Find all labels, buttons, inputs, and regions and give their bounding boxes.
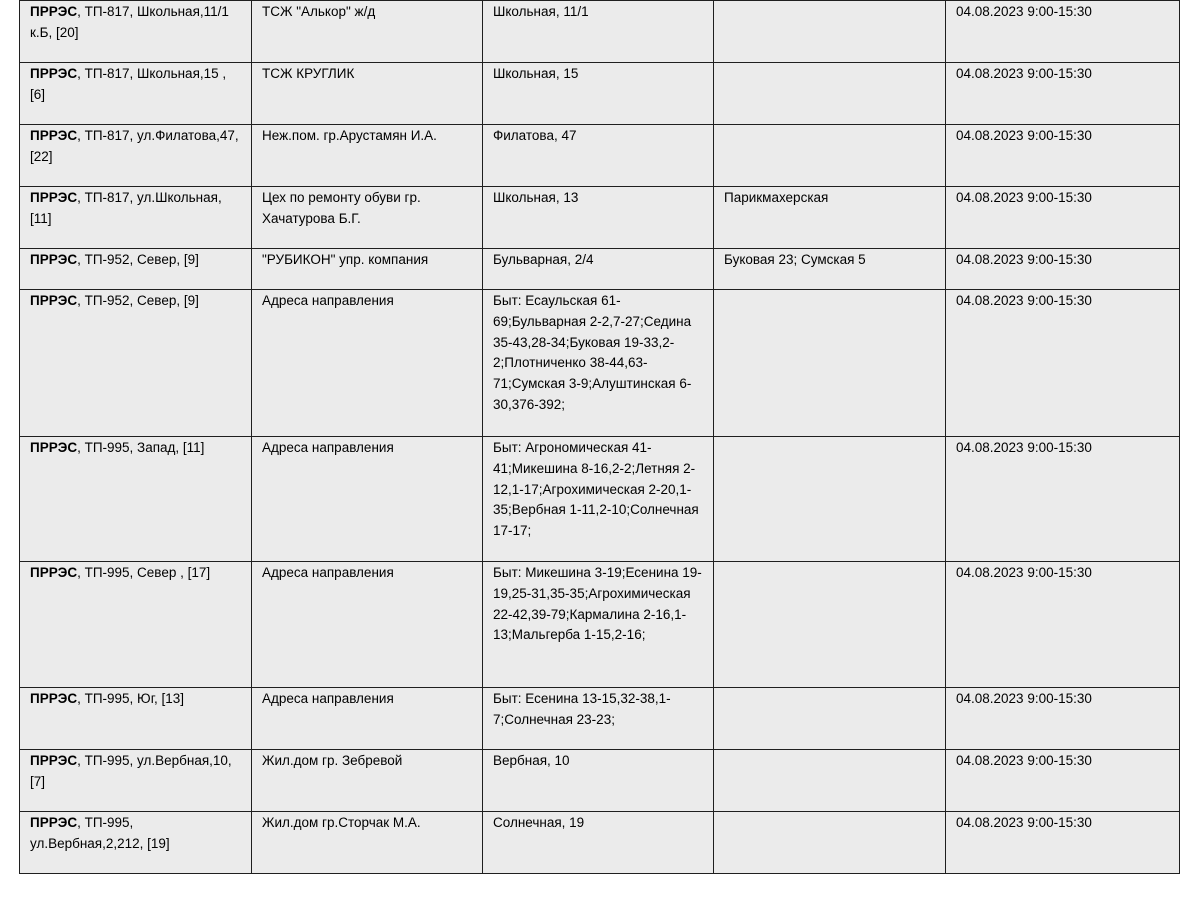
power-source-org: ПРРЭС <box>30 440 78 455</box>
cell-address: Школьная, 15 <box>483 63 714 125</box>
cell-outage-period: 04.08.2023 9:00-15:30 <box>946 290 1180 437</box>
cell-extra-objects <box>714 812 946 874</box>
power-source-detail: , ТП-952, Север, [9] <box>77 293 199 308</box>
cell-consumer: Адреса направления <box>252 562 483 688</box>
table-row <box>20 125 1180 187</box>
table-row <box>20 812 1180 874</box>
table-row <box>20 437 1180 562</box>
power-source-org: ПРРЭС <box>30 293 78 308</box>
power-source-detail: , ТП-995, Запад, [11] <box>77 440 205 455</box>
cell-power-source <box>20 1 252 63</box>
table-row <box>20 63 1180 125</box>
power-source-detail: , ТП-817, Школьная,11/1 к.Б, [20] <box>30 4 229 40</box>
cell-power-source <box>20 290 252 437</box>
outage-schedule-table <box>19 0 1180 874</box>
cell-consumer: ТСЖ "Алькор" ж/д <box>252 1 483 63</box>
cell-extra-objects: Парикмахерская <box>714 187 946 249</box>
cell-address: Филатова, 47 <box>483 125 714 187</box>
cell-consumer: Адреса направления <box>252 688 483 750</box>
outage-table-body <box>20 1 1180 874</box>
power-source-detail: , ТП-817, ул.Школьная, [11] <box>30 190 222 226</box>
cell-outage-period: 04.08.2023 9:00-15:30 <box>946 249 1180 290</box>
cell-address: Быт: Агрономическая 41-41;Микешина 8-16,2-2;Летняя 2-12,1-17;Агрохимическая 2-20,1-35;Вербная 1-11,2-10;Солнечная 17-17; <box>483 437 714 562</box>
table-row <box>20 249 1180 290</box>
cell-extra-objects <box>714 125 946 187</box>
power-source-org: ПРРЭС <box>30 128 78 143</box>
cell-extra-objects <box>714 1 946 63</box>
table-row <box>20 1 1180 63</box>
cell-consumer: Адреса направления <box>252 290 483 437</box>
cell-power-source <box>20 63 252 125</box>
cell-extra-objects <box>714 437 946 562</box>
cell-outage-period: 04.08.2023 9:00-15:30 <box>946 812 1180 874</box>
power-source-org: ПРРЭС <box>30 691 78 706</box>
cell-extra-objects <box>714 562 946 688</box>
cell-power-source <box>20 437 252 562</box>
cell-address: Школьная, 13 <box>483 187 714 249</box>
cell-outage-period: 04.08.2023 9:00-15:30 <box>946 125 1180 187</box>
table-row <box>20 290 1180 437</box>
cell-consumer: ТСЖ КРУГЛИК <box>252 63 483 125</box>
cell-address: Вербная, 10 <box>483 750 714 812</box>
cell-consumer: Адреса направления <box>252 437 483 562</box>
power-source-org: ПРРЭС <box>30 66 78 81</box>
cell-extra-objects <box>714 750 946 812</box>
cell-extra-objects <box>714 63 946 125</box>
cell-address: Быт: Микешина 3-19;Есенина 19-19,25-31,35-35;Агрохимическая 22-42,39-79;Кармалина 2-16,1-13;Мальгерба 1-15,2-16; <box>483 562 714 688</box>
power-source-detail: , ТП-952, Север, [9] <box>77 252 199 267</box>
cell-consumer: "РУБИКОН" упр. компания <box>252 249 483 290</box>
cell-extra-objects <box>714 688 946 750</box>
cell-address: Быт: Есенина 13-15,32-38,1-7;Солнечная 23-23; <box>483 688 714 750</box>
power-source-detail: , ТП-995, ул.Вербная,2,212, [19] <box>30 815 170 851</box>
table-row <box>20 562 1180 688</box>
cell-outage-period: 04.08.2023 9:00-15:30 <box>946 437 1180 562</box>
power-source-org: ПРРЭС <box>30 252 78 267</box>
cell-power-source <box>20 562 252 688</box>
cell-outage-period: 04.08.2023 9:00-15:30 <box>946 688 1180 750</box>
cell-outage-period: 04.08.2023 9:00-15:30 <box>946 750 1180 812</box>
power-source-detail: , ТП-995, Юг, [13] <box>77 691 184 706</box>
cell-outage-period: 04.08.2023 9:00-15:30 <box>946 187 1180 249</box>
cell-outage-period: 04.08.2023 9:00-15:30 <box>946 63 1180 125</box>
cell-extra-objects <box>714 290 946 437</box>
cell-consumer: Жил.дом гр.Сторчак М.А. <box>252 812 483 874</box>
cell-power-source <box>20 750 252 812</box>
cell-consumer: Цех по ремонту обуви гр. Хачатурова Б.Г. <box>252 187 483 249</box>
cell-address: Солнечная, 19 <box>483 812 714 874</box>
power-source-org: ПРРЭС <box>30 190 78 205</box>
cell-outage-period: 04.08.2023 9:00-15:30 <box>946 562 1180 688</box>
cell-power-source <box>20 812 252 874</box>
table-row <box>20 750 1180 812</box>
cell-address: Быт: Есаульская 61-69;Бульварная 2-2,7-27;Седина 35-43,28-34;Буковая 19-33,2-2;Плотниченко 38-44,63-71;Сумская 3-9;Алуштинская 6-30,376-392; <box>483 290 714 437</box>
power-source-org: ПРРЭС <box>30 753 78 768</box>
power-source-detail: , ТП-817, Школьная,15 , [6] <box>30 66 227 102</box>
cell-consumer: Жил.дом гр. Зебревой <box>252 750 483 812</box>
cell-consumer: Неж.пом. гр.Арустамян И.А. <box>252 125 483 187</box>
cell-power-source <box>20 249 252 290</box>
cell-power-source <box>20 125 252 187</box>
power-source-detail: , ТП-995, Север , [17] <box>77 565 211 580</box>
cell-power-source <box>20 688 252 750</box>
cell-extra-objects: Буковая 23; Сумская 5 <box>714 249 946 290</box>
power-source-detail: , ТП-995, ул.Вербная,10, [7] <box>30 753 232 789</box>
power-source-org: ПРРЭС <box>30 4 78 19</box>
cell-address: Школьная, 11/1 <box>483 1 714 63</box>
table-row <box>20 688 1180 750</box>
cell-power-source <box>20 187 252 249</box>
cell-address: Бульварная, 2/4 <box>483 249 714 290</box>
power-source-org: ПРРЭС <box>30 565 78 580</box>
cell-outage-period: 04.08.2023 9:00-15:30 <box>946 1 1180 63</box>
power-source-detail: , ТП-817, ул.Филатова,47, [22] <box>30 128 239 164</box>
table-row <box>20 187 1180 249</box>
power-source-org: ПРРЭС <box>30 815 78 830</box>
